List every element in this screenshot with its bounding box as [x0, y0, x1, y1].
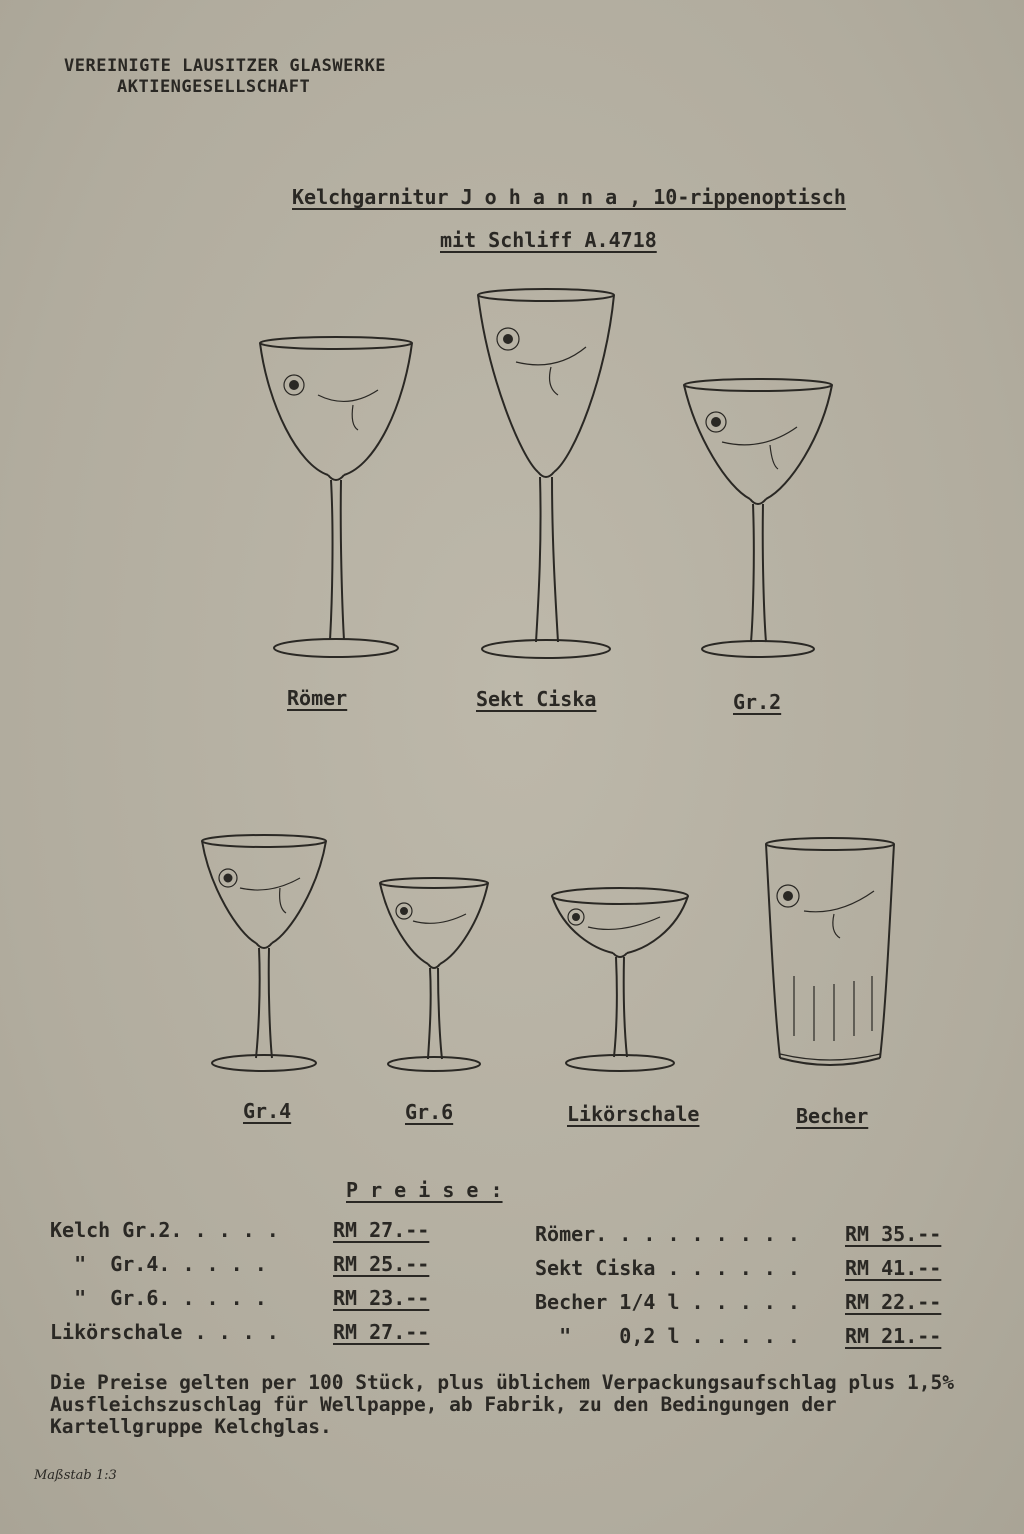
label-sekt-ciska: Sekt Ciska [476, 687, 597, 711]
scale-note: Maßstab 1:3 [34, 1468, 117, 1483]
liqueur-bowl-illustration [550, 887, 692, 1075]
price-value: RM 21.-- [845, 1324, 942, 1348]
label-becher: Becher [796, 1104, 869, 1128]
price-item: Römer. . . . . . . . . [535, 1222, 800, 1246]
price-value: RM 27.-- [333, 1218, 430, 1242]
price-item: " Gr.6. . . . . [50, 1286, 267, 1310]
gr2-glass-illustration [682, 377, 837, 662]
sekt-ciska-glass-illustration [476, 287, 621, 667]
company-type: AKTIENGESELLSCHAFT [117, 77, 311, 97]
label-likoerschale: Likörschale [567, 1102, 700, 1126]
document-title: Kelchgarnitur J o h a n n a , 10-rippenoptisch [292, 185, 846, 209]
roemer-glass-illustration [258, 335, 418, 665]
price-item: " 0,2 l . . . . . [535, 1324, 800, 1348]
price-value: RM 35.-- [845, 1222, 942, 1246]
label-gr2: Gr.2 [733, 690, 782, 714]
gr4-glass-illustration [200, 833, 330, 1073]
gr6-glass-illustration [378, 876, 493, 1076]
price-item: Sekt Ciska . . . . . . [535, 1256, 800, 1280]
company-name: VEREINIGTE LAUSITZER GLASWERKE [64, 56, 387, 76]
label-gr4: Gr.4 [243, 1099, 292, 1123]
price-item: " Gr.4. . . . . [50, 1252, 267, 1276]
label-gr6: Gr.6 [405, 1100, 454, 1124]
terms-note: Die Preise gelten per 100 Stück, plus üblichem Verpackungsaufschlag plus 1,5% Ausfleichszuschlag für Wellpappe, ab Fabrik, zu den Bedingungen der Kartellgruppe Kelchglas. [50, 1371, 954, 1438]
price-value: RM 22.-- [845, 1290, 942, 1314]
prices-heading: P r e i s e : [346, 1178, 503, 1202]
price-item: Becher 1/4 l . . . . . [535, 1290, 800, 1314]
document-subtitle: mit Schliff A.4718 [440, 228, 657, 252]
price-value: RM 25.-- [333, 1252, 430, 1276]
price-value: RM 27.-- [333, 1320, 430, 1344]
price-value: RM 23.-- [333, 1286, 430, 1310]
price-item: Kelch Gr.2. . . . . [50, 1218, 279, 1242]
price-item: Likörschale . . . . [50, 1320, 279, 1344]
tumbler-illustration [764, 836, 898, 1076]
price-value: RM 41.-- [845, 1256, 942, 1280]
label-roemer: Römer [287, 686, 348, 710]
